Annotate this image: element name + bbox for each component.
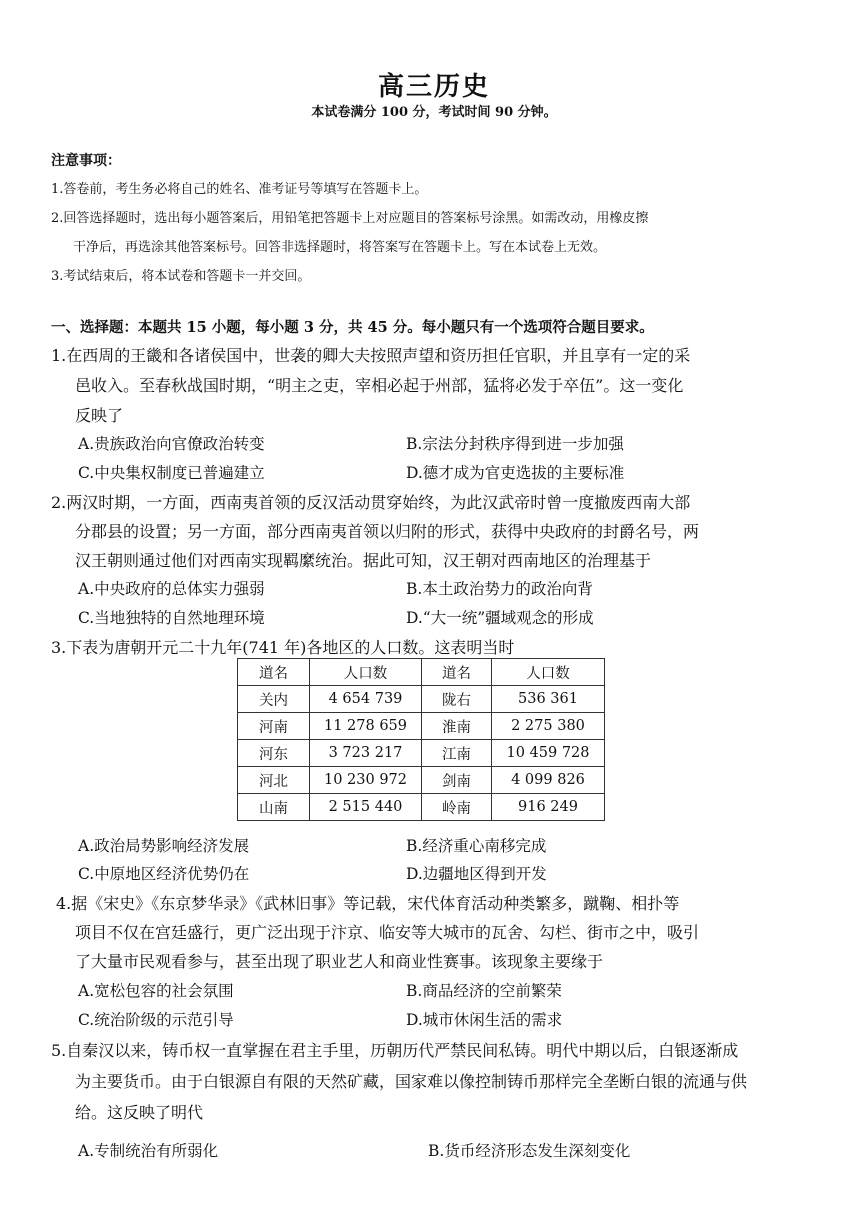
table-row	[238, 740, 605, 767]
notice-item: 2.回答选择题时，选出每小题答案后，用铅笔把答题卡上对应题目的答案标号涂黑。如需改动，用橡皮擦	[51, 211, 649, 226]
question-2-line: 分郡县的设置；另一方面，部分西南夷首领以归附的形式，获得中央政府的封爵名号，两	[75, 522, 700, 541]
question-3-line: 3.下表为唐朝开元二十九年(741 年)各地区的人口数。这表明当时	[51, 638, 515, 657]
question-3-option-c[interactable]: C.中原地区经济优势仍在	[78, 865, 250, 883]
table-header-cell: 人口数	[492, 659, 605, 686]
question-4-line: 4.据《宋史》《东京梦华录》《武林旧事》等记载，宋代体育活动种类繁多，蹴鞠、相扑等	[56, 894, 680, 913]
table-cell: 河东	[238, 740, 310, 767]
question-3-option-b[interactable]: B.经济重心南移完成	[406, 837, 547, 855]
population-table	[237, 658, 605, 821]
table-header-row	[238, 659, 605, 686]
question-5-option-a[interactable]: A.专制统治有所弱化	[78, 1142, 219, 1160]
table-cell: 3 723 217	[310, 740, 422, 767]
table-cell: 10 459 728	[492, 740, 605, 767]
table-cell: 916 249	[492, 794, 605, 821]
question-1-option-c[interactable]: C.中央集权制度已普遍建立	[78, 464, 265, 482]
question-5-option-b[interactable]: B.货币经济形态发生深刻变化	[428, 1142, 631, 1160]
table-cell: 河南	[238, 713, 310, 740]
table-row	[238, 794, 605, 821]
question-5-line: 为主要货币。由于白银源自有限的天然矿藏，国家难以像控制铸币那样完全垄断白银的流通与供	[75, 1072, 748, 1091]
question-1-line: 反映了	[75, 406, 124, 425]
question-4-option-d[interactable]: D.城市休闲生活的需求	[406, 1011, 563, 1029]
question-2-option-d[interactable]: D.“大一统”疆域观念的形成	[406, 609, 594, 627]
notice-item: 3.考试结束后，将本试卷和答题卡一并交回。	[51, 269, 311, 284]
question-4-line: 了大量市民观看参与，甚至出现了职业艺人和商业性赛事。该现象主要缘于	[75, 952, 604, 971]
table-cell: 剑南	[422, 767, 492, 794]
notice-item: 干净后，再选涂其他答案标号。回答非选择题时，将答案写在答题卡上。写在本试卷上无效。	[73, 240, 607, 255]
question-5-line: 5.自秦汉以来，铸币权一直掌握在君主手里，历朝历代严禁民间私铸。明代中期以后，白银逐渐成	[51, 1041, 739, 1060]
table-cell: 11 278 659	[310, 713, 422, 740]
exam-title: 高三历史	[377, 72, 490, 102]
section-heading: 一、选择题：本题共 15 小题，每小题 3 分，共 45 分。每小题只有一个选项符合题目要求。	[51, 319, 654, 336]
question-2-option-b[interactable]: B.本土政治势力的政治向背	[406, 580, 593, 598]
question-2-line: 汉王朝则通过他们对西南实现羁縻统治。据此可知，汉王朝对西南地区的治理基于	[75, 551, 652, 570]
table-cell: 河北	[238, 767, 310, 794]
table-header-cell: 道名	[422, 659, 492, 686]
question-1-option-b[interactable]: B.宗法分封秩序得到进一步加强	[406, 435, 624, 453]
table-cell: 岭南	[422, 794, 492, 821]
question-1-option-d[interactable]: D.德才成为官吏选拔的主要标准	[406, 464, 625, 482]
table-header-cell: 道名	[238, 659, 310, 686]
table-cell: 2 515 440	[310, 794, 422, 821]
question-5-line: 给。这反映了明代	[75, 1103, 204, 1122]
table-row	[238, 686, 605, 713]
table-cell: 2 275 380	[492, 713, 605, 740]
question-4-option-b[interactable]: B.商品经济的空前繁荣	[406, 982, 562, 1000]
notice-item: 1.答卷前，考生务必将自己的姓名、准考证号等填写在答题卡上。	[51, 182, 428, 197]
question-1-option-a[interactable]: A.贵族政治向官僚政治转变	[78, 435, 265, 453]
question-4-option-a[interactable]: A.宽松包容的社会氛围	[78, 982, 234, 1000]
question-3-option-a[interactable]: A.政治局势影响经济发展	[78, 837, 250, 855]
question-2-option-c[interactable]: C.当地独特的自然地理环境	[78, 609, 265, 627]
table-cell: 10 230 972	[310, 767, 422, 794]
table-cell: 山南	[238, 794, 310, 821]
table-header-cell: 人口数	[310, 659, 422, 686]
question-2-option-a[interactable]: A.中央政府的总体实力强弱	[78, 580, 265, 598]
notice-heading: 注意事项：	[51, 153, 121, 169]
question-3-option-d[interactable]: D.边疆地区得到开发	[406, 865, 547, 883]
table-cell: 关内	[238, 686, 310, 713]
table-cell: 淮南	[422, 713, 492, 740]
table-row	[238, 713, 605, 740]
question-1-line: 邑收入。至春秋战国时期，“明主之吏，宰相必起于州部，猛将必发于卒伍”。这一变化	[75, 376, 684, 395]
question-4-line: 项目不仅在宫廷盛行，更广泛出现于汴京、临安等大城市的瓦舍、勾栏、街市之中，吸引	[75, 923, 700, 942]
table-cell: 4 099 826	[492, 767, 605, 794]
table-row	[238, 767, 605, 794]
question-4-option-c[interactable]: C.统治阶级的示范引导	[78, 1011, 234, 1029]
question-2-line: 2.两汉时期，一方面，西南夷首领的反汉活动贯穿始终，为此汉武帝时曾一度撤废西南大部	[51, 493, 691, 512]
table-cell: 4 654 739	[310, 686, 422, 713]
exam-subtitle: 本试卷满分 100 分，考试时间 90 分钟。	[311, 105, 557, 120]
table-cell: 陇右	[422, 686, 492, 713]
question-1-line: 1.在西周的王畿和各诸侯国中，世袭的卿大夫按照声望和资历担任官职，并且享有一定的采	[51, 346, 691, 365]
table-cell: 江南	[422, 740, 492, 767]
table-cell: 536 361	[492, 686, 605, 713]
